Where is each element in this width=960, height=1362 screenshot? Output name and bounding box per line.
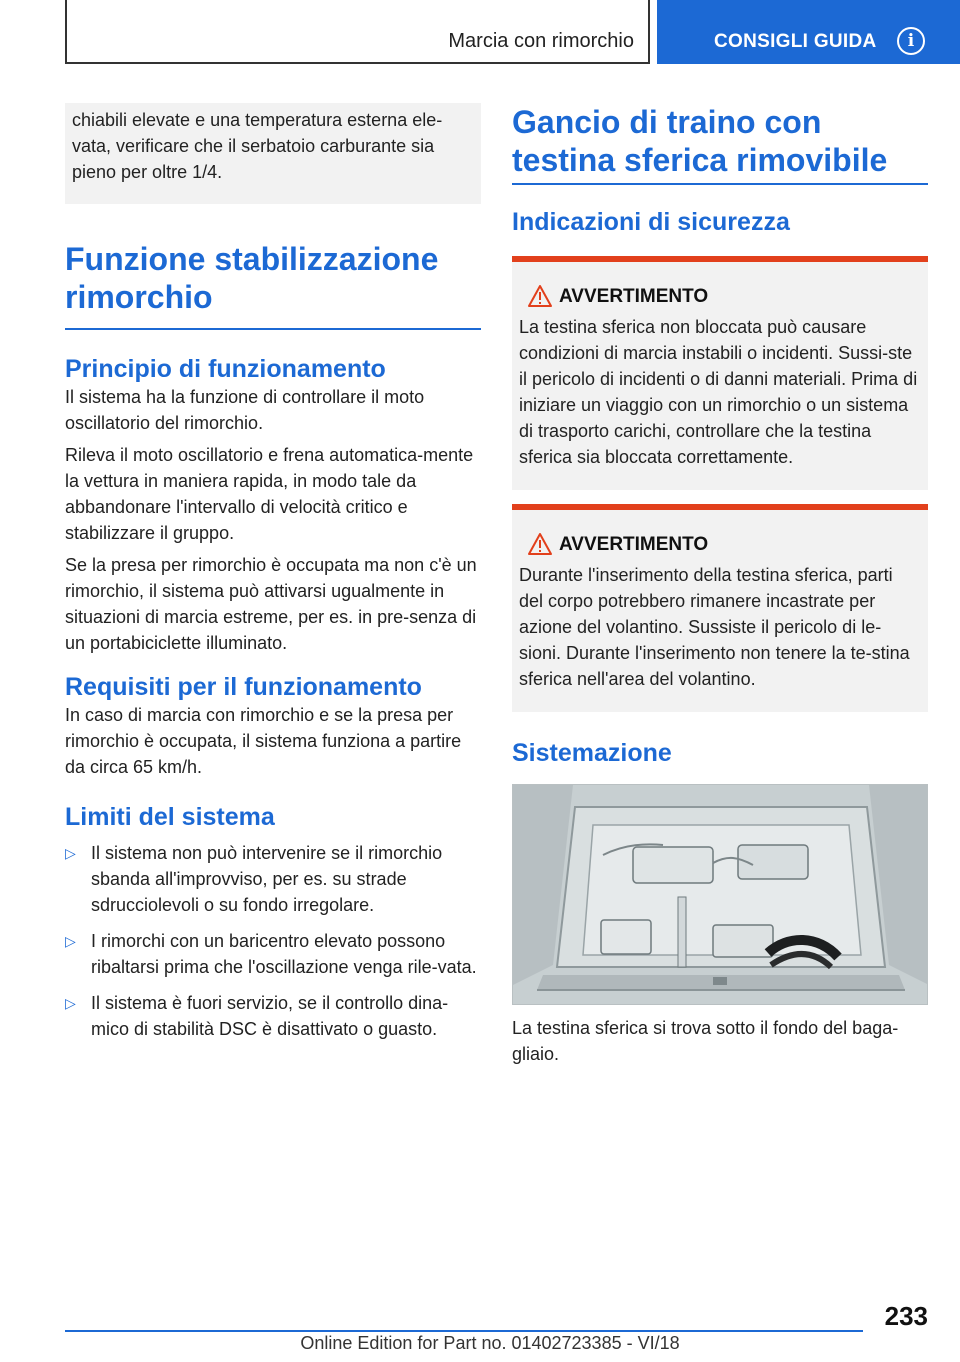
trunk-floor-photo — [512, 784, 928, 1005]
heading-requirements: Requisiti per il funzionamento — [65, 673, 422, 701]
page-number: 233 — [884, 1301, 928, 1331]
footer-edition: Online Edition for Part no. 01402723385 - VI/18 — [300, 1333, 680, 1353]
warning-title — [519, 284, 921, 310]
header-section-title: Marcia con rimorchio — [448, 30, 634, 52]
triangle-right-icon: ▷ — [65, 845, 76, 861]
warning-title — [519, 532, 921, 558]
photo-caption: La testina sferica si trova sotto il fondo del baga-gliaio. — [512, 1018, 899, 1064]
requirements-paragraph: In caso di marcia con rimorchio e se la presa per rimorchio è occupata, il sistema funziona a partire da circa 65 km/h. — [65, 705, 462, 777]
left-column — [65, 103, 481, 1042]
header-section — [65, 0, 650, 64]
heading-system-limits: Limiti del sistema — [65, 803, 275, 831]
right-column — [512, 103, 928, 1067]
section-rule — [512, 183, 928, 185]
warning-triangle-icon — [527, 284, 553, 308]
warning-title-text: AVVERTIMENTO — [559, 534, 709, 555]
section-rule — [65, 328, 481, 330]
heading-principle: Principio di funzionamento — [65, 355, 386, 383]
heading-safety: Indicazioni di sicurezza — [512, 208, 790, 236]
warning-box — [512, 504, 928, 712]
heading-storage: Sistemazione — [512, 739, 672, 767]
warning-box — [512, 256, 928, 490]
list-item — [65, 990, 481, 1042]
warning-text: La testina sferica non bloccata può causare condizioni di marcia instabili o incidenti. Sussi-ste il pericolo di incidenti o di danni materiali. Prima di iniziare un viaggio con un rimorchio o un sistema di trasporto carichi, controllare che la testina sferica sia bloccata correttamente. — [519, 317, 918, 467]
principle-paragraph-3: Se la presa per rimorchio è occupata ma non c'è un rimorchio, il sistema può attivarsi ugualmente in situazioni di marcia estreme, per es. in pre-senza di un portabiciclette illuminato. — [65, 555, 477, 653]
list-item-text: Il sistema è fuori servizio, se il controllo dina-mico di stabilità DSC è disattivato o guasto. — [91, 993, 449, 1039]
info-icon[interactable]: i — [897, 27, 925, 55]
warning-text: Durante l'inserimento della testina sferica, parti del corpo potrebbero rimanere incastrate per azione del volantino. Sussiste il pericolo di le-sioni. Durante l'inserimento non tenere la te-stina sferica nell'area del volantino. — [519, 565, 910, 689]
footer-rule — [65, 1330, 863, 1332]
list-item-text: Il sistema non può intervenire se il rimorchio sbanda all'improvviso, per es. su strade sdrucciolevoli o su fondo irregolare. — [91, 843, 443, 915]
section-title-trailer-stabilization: Funzione stabilizzazione rimorchio — [65, 241, 439, 315]
note-box — [65, 103, 481, 204]
warning-title-text: AVVERTIMENTO — [559, 286, 709, 307]
section-title-tow-hitch: Gancio di traino con testina sferica rimovibile — [512, 104, 888, 178]
warning-triangle-icon — [527, 532, 553, 556]
tab-label: CONSIGLI GUIDA — [714, 31, 877, 52]
principle-paragraph-2: Rileva il moto oscillatorio e frena automatica-mente la vettura in maniera rapida, in modo tale da abbandonare l'intervallo di velocità critico e stabilizzare il gruppo. — [65, 445, 474, 543]
list-item — [65, 840, 481, 918]
triangle-right-icon: ▷ — [65, 933, 76, 949]
list-item-text: I rimorchi con un baricentro elevato possono ribaltarsi prima che l'oscillazione venga rile-vata. — [91, 931, 477, 977]
tab-consigli-guida[interactable] — [657, 0, 960, 64]
trunk-photo-illustration — [513, 785, 928, 1005]
list-item — [65, 928, 481, 980]
note-text: chiabili elevate e una temperatura esterna ele-vata, verificare che il serbatoio carburante sia pieno per oltre 1/4. — [72, 110, 443, 182]
triangle-right-icon: ▷ — [65, 995, 76, 1011]
principle-paragraph-1: Il sistema ha la funzione di controllare il moto oscillatorio del rimorchio. — [65, 387, 425, 433]
